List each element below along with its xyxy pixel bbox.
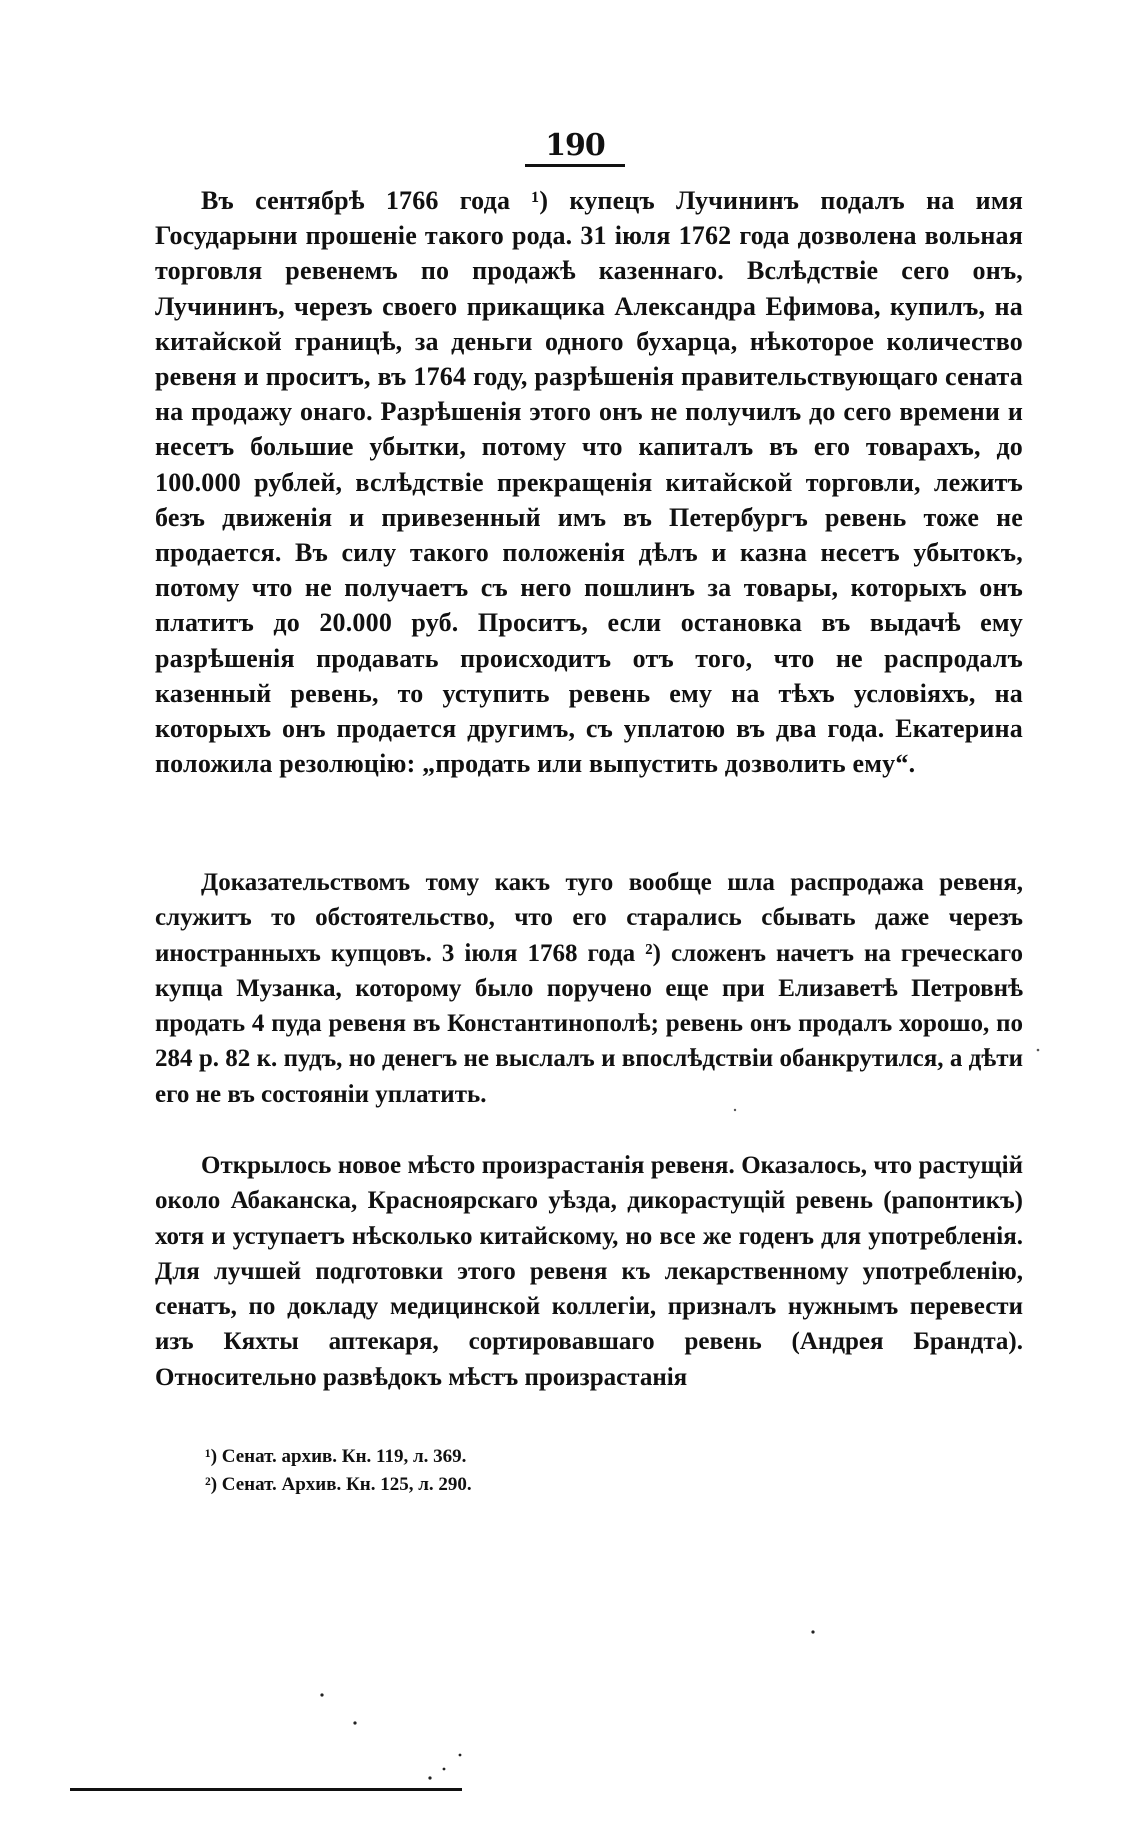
- speck: [353, 1721, 356, 1724]
- paragraph-1: Въ сентябрѣ 1766 года ¹) купецъ Лучининъ подалъ на имя Государыни прошеніе такого рода. 31 іюля 1762 года дозволена вольная торговля ревенемъ по продажѣ казеннаго. Вслѣдствіе сего онъ, Лучининъ, черезъ своего прикащика Александра Ефимова, купилъ, на китайской границѣ, за деньги одного бухарца, нѣкоторое количество ревеня и проситъ, въ 1764 году, разрѣшенія правительствующаго сената на продажу онаго. Разрѣшенія этого онъ не получилъ до сего времени и несетъ большие убытки, потому что капиталъ въ его товарахъ, до 100.000 рублей, вслѣдствіе прекращенія китайской торговли, лежитъ безъ движенія и привезенный имъ въ Петербургъ ревень тоже не продается. Въ силу такого положенія дѣлъ и казна несетъ убытокъ, потому что не получаетъ съ него пошлинъ за товары, которыхъ онъ платитъ до 20.000 руб. Проситъ, если остановка въ выдачѣ ему разрѣшенія продавать происходитъ отъ того, что не распродалъ казенный ревень, то уступить ревень ему на тѣхъ условіяхъ, на которыхъ онъ продается другимъ, съ уплатою въ два года. Екатерина положила резолюцію: „продать или выпустить дозволить ему“.: [155, 186, 1023, 779]
- speck: [443, 1768, 446, 1771]
- speck: [1037, 1049, 1040, 1052]
- bottom-rule: [70, 1788, 462, 1791]
- speck: [428, 1776, 431, 1779]
- paragraph-2: Доказательствомъ тому какъ туго вообще шла распродажа ревеня, служитъ то обстоятельство, что его старались сбывать даже черезъ иностранныхъ купцовъ. 3 іюля 1768 года ²) сложенъ начетъ на греческаго купца Музанка, которому было поручено еще при Елизаветѣ Петровнѣ продать 4 пуда ревеня въ Константинополѣ; ревень онъ продалъ хорошо, по 284 р. 82 к. пудъ, но денегъ не выслалъ и впослѣдствіи обанкрутился, а дѣти его не въ состояніи уплатить.: [155, 869, 1023, 1108]
- speck: [459, 1754, 462, 1757]
- speck: [734, 1109, 736, 1111]
- page-number: 190: [545, 128, 605, 163]
- speck: [811, 1630, 814, 1633]
- footnote-2: ²) Сенат. Архив. Кн. 125, л. 290.: [205, 1474, 472, 1495]
- footnote-1: ¹) Сенат. архив. Кн. 119, л. 369.: [205, 1446, 467, 1467]
- speck: [320, 1693, 323, 1696]
- paragraph-3: Открылось новое мѣсто произрастанія ревеня. Оказалось, что растущій около Абаканска, Красноярскаго уѣзда, дикорастущій ревень (рапонтикъ) хотя и уступаетъ нѣсколько китайскому, но все же годенъ для употребленія. Для лучшей подготовки этого ревеня къ лекарственному употребленію, сенатъ, по докладу медицинской коллегіи, призналъ нужнымъ перевести изъ Кяхты аптекаря, сортировавшаго ревень (Андрея Брандта). Относительно развѣдокъ мѣстъ произрастанія: [155, 1152, 1023, 1391]
